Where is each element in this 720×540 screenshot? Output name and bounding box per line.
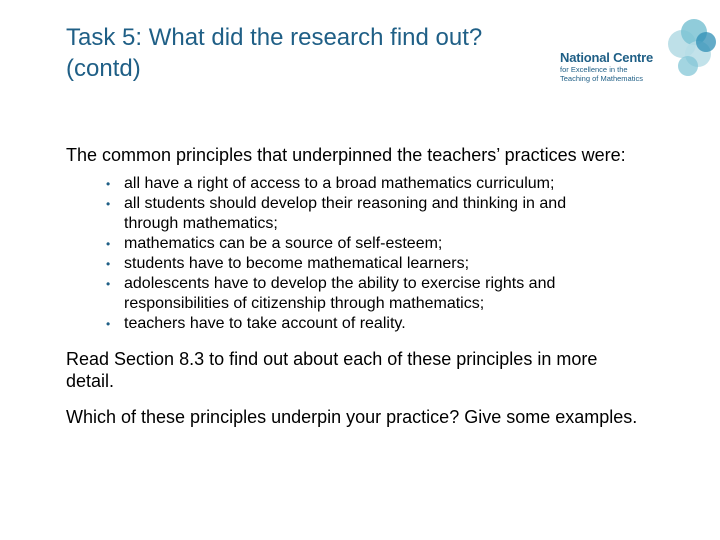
- list-item: [66, 194, 624, 234]
- question-paragraph: Which of these principles underpin your practice? Give some examples.: [66, 407, 638, 427]
- list-item: [66, 314, 624, 334]
- logo-subline-1: for Excellence in the: [560, 65, 628, 74]
- list-item-text: all have a right of access to a broad mathematics curriculum;: [124, 175, 555, 192]
- bullet-icon: •: [106, 277, 111, 291]
- bullet-icon: •: [106, 177, 111, 191]
- intro-text: The common principles that underpinned the teachers’ practices were:: [66, 145, 626, 165]
- list-item: [66, 234, 624, 254]
- list-item-text: students have to become mathematical learners;: [124, 255, 470, 272]
- logo-text: [560, 50, 710, 83]
- slide-title: Task 5: What did the research find out? (contd): [66, 24, 483, 82]
- bullet-icon: •: [106, 237, 111, 251]
- list-item-text: all students should develop their reasoning and thinking in and through mathematics;: [124, 195, 567, 232]
- bullet-icon: •: [106, 257, 111, 271]
- list-item: [66, 274, 624, 314]
- logo-name: National Centre: [560, 50, 654, 65]
- principles-list: [66, 174, 666, 334]
- list-item-text: adolescents have to develop the ability to exercise rights and responsibilities of citizenship through mathematics;: [124, 275, 556, 312]
- ncetm-logo: [556, 14, 716, 94]
- slide-body: [66, 144, 666, 428]
- list-item: [66, 254, 624, 274]
- list-item-text: mathematics can be a source of self-esteem;: [124, 235, 443, 252]
- bullet-icon: •: [106, 317, 111, 331]
- list-item-text: teachers have to take account of reality.: [124, 315, 406, 332]
- list-item: [66, 174, 624, 194]
- bullet-icon: •: [106, 197, 111, 211]
- read-section-paragraph: Read Section 8.3 to find out about each of these principles in more detail.: [66, 349, 598, 391]
- logo-subline-2: Teaching of Mathematics: [560, 74, 643, 83]
